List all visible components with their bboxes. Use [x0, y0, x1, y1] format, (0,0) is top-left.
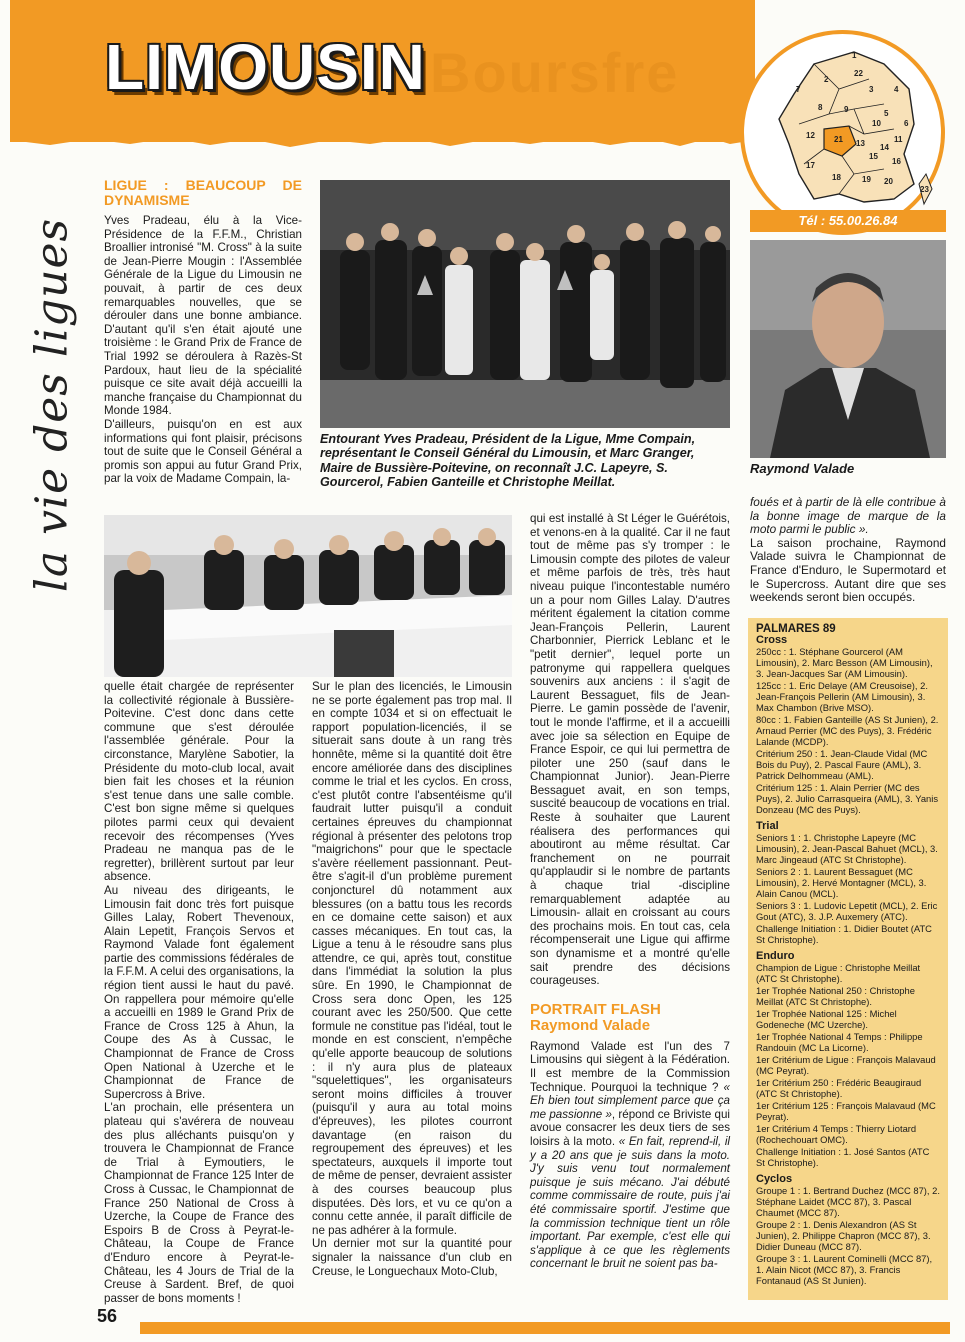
palmares-line: Groupe 2 : 1. Denis Alexandron (AS St Junien), 2. Philippe Chapron (MCC 87), 3. Didier Duneau (MCC 87). [756, 1219, 931, 1252]
paragraph: L'an prochain, elle présentera un plateau qui s'avérera de nouveau des plus alléchants puisqu'on y trouvera le Championnat de France de Trial à Eymoutiers, le Championnat de France 125 Inter de Cross à Cussac, le Championnat de France 250 National de Cross à Uzerche, la Coupe de France des Espoirs B de Cross à Peyrat-le-Château, la Coupe de France d'Enduro encore à Peyrat-le-Château, les 4 Jours de Trial de la Creuse à Sardent. Bref, de quoi passer de bons moments ! [104, 1101, 294, 1305]
map-num: 7 [796, 85, 801, 94]
ghost-text: Boursfre [430, 41, 680, 104]
palmares-line: Groupe 3 : 1. Laurent Cominelli (MCC 87), 1. Alain Nicot (MCC 87), 3. Francis Fontanaud (AS St Junien). [756, 1253, 933, 1286]
page-number: 56 [97, 1306, 118, 1326]
col-mid-bottom [312, 680, 512, 1278]
telephone: Tél : 55.00.26.84 [750, 210, 946, 232]
palmares-title: PALMARES 89 [756, 623, 836, 635]
portrait-subheading: Raymond Valade [530, 1016, 651, 1034]
torn-edge [10, 130, 755, 154]
map-num: 22 [854, 69, 863, 78]
palmares-line: Critérium 125 : 1. Alain Perrier (MC des Puys), 2. Julio Carrasqueira (AML), 3. Yanis Donzeau (MC des Puys). [756, 782, 939, 815]
map-num: 21 [834, 135, 843, 144]
palmares-line: 1er Critérium 250 : Frédéric Beaugiraud (ATC St Christophe). [756, 1077, 922, 1099]
section-heading: LIGUE : BEAUCOUP DE DYNAMISME [104, 177, 302, 208]
palmares-sections [756, 635, 940, 1286]
map-num: 3 [869, 85, 874, 94]
map-num: 19 [862, 175, 871, 184]
portrait-svg [750, 240, 946, 458]
palmares-line: 1er Trophée National 125 : Michel Godeneche (MC Uzerche). [756, 1008, 897, 1030]
france-map [740, 30, 945, 235]
palmares-line: Champion de Ligue : Christophe Meillat (ATC St Christophe). [756, 962, 921, 984]
palmares-line: 1er Critérium de Ligue : François Malavaud (MC Peyrat). [756, 1054, 936, 1076]
meeting-photo-svg [104, 515, 512, 677]
page-title: LIMOUSIN [105, 31, 426, 103]
map-num: 15 [869, 152, 878, 161]
portrait-photo [750, 240, 946, 458]
palmares-line: Challenge Initiation : 1. José Santos (ATC St Christophe). [756, 1146, 930, 1168]
map-num: 11 [894, 135, 903, 144]
portrait-heading: PORTRAIT FLASH [530, 1000, 661, 1018]
palmares-line: Challenge Initiation : 1. Didier Boutet (ATC St Christophe). [756, 923, 932, 945]
col-right-bottom [530, 512, 730, 1271]
paragraph: foués et à partir de là elle contribue à la bonne image de marque de la moto parmi le public ». [750, 495, 946, 537]
palmares-line: 250cc : 1. Stéphane Gourcerol (AM Limousin), 2. Marc Besson (AM Limousin), 3. Jean-Jacques Sar (AM Limousin). [756, 646, 933, 679]
col-left-bottom [104, 680, 294, 1305]
map-num: 8 [818, 103, 823, 112]
map-num: 2 [824, 75, 829, 84]
meeting-photo [104, 515, 512, 677]
bottom-strip [140, 1322, 950, 1334]
vertical-title: la vie des ligues [26, 217, 78, 593]
paragraph: Raymond Valade est l'un des 7 Limousins qui siègent à la Fédération. Il est membre de la Commission Technique. Pourquoi la technique ? « Eh bien tout simplement parce que ça me passionne », répond ce Briviste qui avoue consacrer les deux tiers de ses loisirs à la moto. « En fait, reprend-il, il y a 20 ans que je suis dans la moto. J'y suis venu tout normalement puisque je suis mécano. J'ai débuté comme commissaire de route, puis j'ai été commissaire sportif. J'estime que la commission technique tient un rôle important. Par exemple, c'est elle qui s'applique à ce que les règlements concernant le bruit ne soient pas ba- [530, 1039, 730, 1271]
paragraph: La saison prochaine, Raymond Valade suivra le Championnat de France d'Enduro, le Supermotard et le Supercross. Autant dire que ses weekends seront bien occupés. [750, 535, 946, 605]
paragraph: Un dernier mot sur la quantité pour signaler la naissance d'un club en Creuse, le Longuechaux Moto-Club, [312, 1237, 512, 1278]
map-num: 17 [806, 161, 815, 170]
map-num: 14 [880, 143, 889, 152]
palmares-line: 1er Critérium 125 : François Malavaud (MC Peyrat). [756, 1100, 936, 1122]
group-photo-caption: Entourant Yves Pradeau, Président de la Ligue, Mme Compain, représentant le Conseil Général du Limousin, et Marc Granger, Maire de Bussière-Poitevine, on reconnaît J.C. Lapeyre, S. Gourcerol, Fabien Ganteille et Christophe Meillat. [320, 432, 696, 490]
paragraph: quelle était chargée de représenter la collectivité régionale à Bussière-Poitevine. C'est donc dans cette commune que s'est déroulée l'assemblée générale. Pour la circonstance, Marylène Sabotier, la Présidente du moto-club local, avait bien fait les choses et la réunion s'est tenue dans une salle comble. C'est bon signe même si quelques pilotes parmi ceux qui devaient recevoir des récompenses (Yves Pradeau ne manqua pas de le regretter), brillèrent surtout par leur absence. [104, 680, 294, 884]
portrait-caption: Raymond Valade [750, 461, 855, 476]
map-num: 1 [852, 51, 857, 60]
palmares-line: Seniors 3 : 1. Ludovic Lepetit (MCL), 2. Eric Gout (ATC), 3. J.P. Auxemery (ATC). [756, 900, 938, 922]
palmares-line: Groupe 1 : 1. Bertrand Duchez (MCC 87), 2. Stéphane Laidet (MCC 87), 3. Pascal Chaumet (MCC 87). [756, 1185, 940, 1218]
palmares-section-title: Trial [756, 820, 779, 832]
palmares-section-title: Enduro [756, 950, 795, 962]
map-num: 4 [894, 85, 899, 94]
palmares-box [748, 618, 948, 1300]
map-num: 20 [884, 177, 893, 186]
map-num: 9 [844, 105, 849, 114]
map-num: 10 [872, 119, 881, 128]
map-num: 23 [920, 185, 929, 194]
map-num: 12 [806, 131, 815, 140]
paragraph: Yves Pradeau, élu à la Vice-Présidence de la F.F.M., Christian Broallier intronisé "M. Cross" à la suite de Jean-Pierre Mougin : l'Assemblée Générale de la Ligue du Limousin ne pouvait, à partir de ces deux remarquables nouvelles, que se dérouler dans une bonne ambiance. D'autant qu'il s'en était ajouté une troisième : le Grand Prix de France de Trial 1992 se déroulera à Razès-St Pardoux, haut lieu de la spécialité puisque ce site avait déjà accueilli la manche française du Championnat du Monde 1984. [104, 214, 302, 418]
palmares-line: 80cc : 1. Fabien Ganteille (AS St Junien), 2. Arnaud Perrier (MC des Puys), 3. Frédéric Lalande (MCDP). [756, 714, 939, 747]
col-right-top [750, 496, 946, 605]
palmares-line: Seniors 2 : 1. Laurent Bessaguet (MC Limousin), 2. Hervé Montagner (MCL), 3. Alain Canou (MCL). [756, 866, 927, 899]
map-num: 16 [892, 157, 901, 166]
map-num: 5 [884, 109, 889, 118]
paragraph: Au niveau des dirigeants, le Limousin fait donc très fort puisque Gilles Lalay, Robert Thevenoux, Alain Lepetit, François Servos et Raymond Valade font également partie des commissions fédérales de la F.F.M. A celui des organisations, la région tient aussi le haut du pavé. On rappellera pour mémoire qu'elle a accueilli en 1989 le Grand Prix de France de Cross 125 à Ahun, la Coupe des As à Cussac, le Championnat de France de Cross Open National à Uzerche et le Championnat de France de Supercross à Brive. [104, 883, 294, 1101]
group-photo-svg [320, 180, 730, 428]
col1-top [104, 178, 302, 486]
palmares-line: Critérium 250 : 1. Jean-Claude Vidal (MC Bois du Puy), 2. Pascal Faure (AML), 3. Patrick Delhommeau (AML). [756, 748, 928, 781]
palmares-section-title: Cross [756, 634, 788, 646]
group-photo [320, 180, 730, 428]
map-num: 6 [904, 119, 909, 128]
palmares-line: 125cc : 1. Eric Delaye (AM Creusoise), 2. Jean-François Pellerin (AM Limousin), 3. Max Chambon (Brive MSO). [756, 680, 928, 713]
palmares-section-title: Cyclos [756, 1173, 793, 1185]
paragraph: Sur le plan des licenciés, le Limousin ne se porte également pas trop mal. Il en compte 1034 et si on effectuait le rapport population-licenciés, il se situerait sans doute à un rang très honnête, même si la quantité doit être encore améliorée dans des disciplines comme le trial et les cyclos. En cross, c'est plutôt contre l'absentéisme qu'il faudrait lutter puisqu'il a conduit certaines épreuves du championnat régional à présenter des pelotons trop "maigrichons" pour que le spectacle s'avère réellement passionnant. Peut-être s'agit-il d'un problème purement conjoncturel dû notamment aux blessures (on a battu tous les records en ce domaine cette saison) et aux casses mécaniques. En tout cas, la Ligue a tenu à le résoudre sans plus attendre, ce qui, après tout, constitue dans l'immédiat la solution la plus sûre. En 1990, le Championnat de Cross sera donc Open, les 125 courant avec les 250/500. Que cette formule ne constitue pas l'idéal, tout le monde en est conscient, n'empêche qu'elle apporte beaucoup de solutions : il n'y aura plus de plateaux "squelettiques", les organisateurs seront moins difficiles à trouver (puisqu'il y aura au total moins d'épreuves), les pilotes courront davantage (en raison du regroupement des épreuves) et les spectateurs, auxquels il importe tout de même de penser, devraient assister à des courses beaucoup plus disputées. Dès lors, et vu ce qu'on a connu cette année, il paraît difficile de ne pas adhérer à la formule. [312, 680, 512, 1237]
map-num: 18 [832, 173, 841, 182]
map-svg [744, 34, 941, 231]
paragraph: qui est installé à St Léger le Guérétois, et venons-en à la qualité. Car il ne faut tout de même pas s'y tromper : le Limousin compte des pilotes de valeur et même parfois de très, très haut niveau puique l'incontestable numéro un a pour nom Gilles Lalay. D'autres méritent également la citation comme Jean-François Pellerin, Laurent Charbonnier, Pierrick Leblanc et le "petit dernier", lequel porte un patronyme qui rappellera quelques souvenirs aux anciens : il s'agit de Laurent Bessaguet, fils de Jean-Pierre. Le gamin possède de l'avenir, tout le monde l'affirme, et il a accueilli avec joie sa sélection en Equipe de France Espoir, ce qui lui permettra de piloter une 250 (sauf dans le Championnat Junior). Jean-Pierre Bessaguet avait, en son temps, suscité beaucoup de vocations en trial. Reste à souhaiter que Laurent réalisera des performances qui aboutiront au même résultat. Car franchement on ne pourrait qu'applaudir si le nombre de partants à chaque trial -discipline remarquablement adaptée au Limousin- allait en croissant au cours des prochains mois. En tout cas, cela récompenserait une Ligue qui affirme son dynamisme et a montré qu'elle sait prendre des décisions courageuses. [530, 512, 730, 988]
palmares-line: 1er Critérium 4 Temps : Thierry Liotard (Rochechouart OMC). [756, 1123, 917, 1145]
paragraph: D'ailleurs, puisqu'on en est aux informations qui font plaisir, précisons tout de suite que le Conseil Général a promis son appui au futur Grand Prix, par la voix de Madame Compain, la- [104, 417, 302, 486]
palmares-line: 1er Trophée National 250 : Christophe Meillat (ATC St Christophe). [756, 985, 915, 1007]
map-num: 13 [856, 139, 865, 148]
palmares-line: 1er Trophée National 4 Temps : Philippe Randouin (MC La Licorne). [756, 1031, 923, 1053]
palmares-line: Seniors 1 : 1. Christophe Lapeyre (MC Limousin), 2. Jean-Pascal Bahuet (MCL), 3. Marc Jingeaud (ATC St Christophe). [756, 832, 938, 865]
